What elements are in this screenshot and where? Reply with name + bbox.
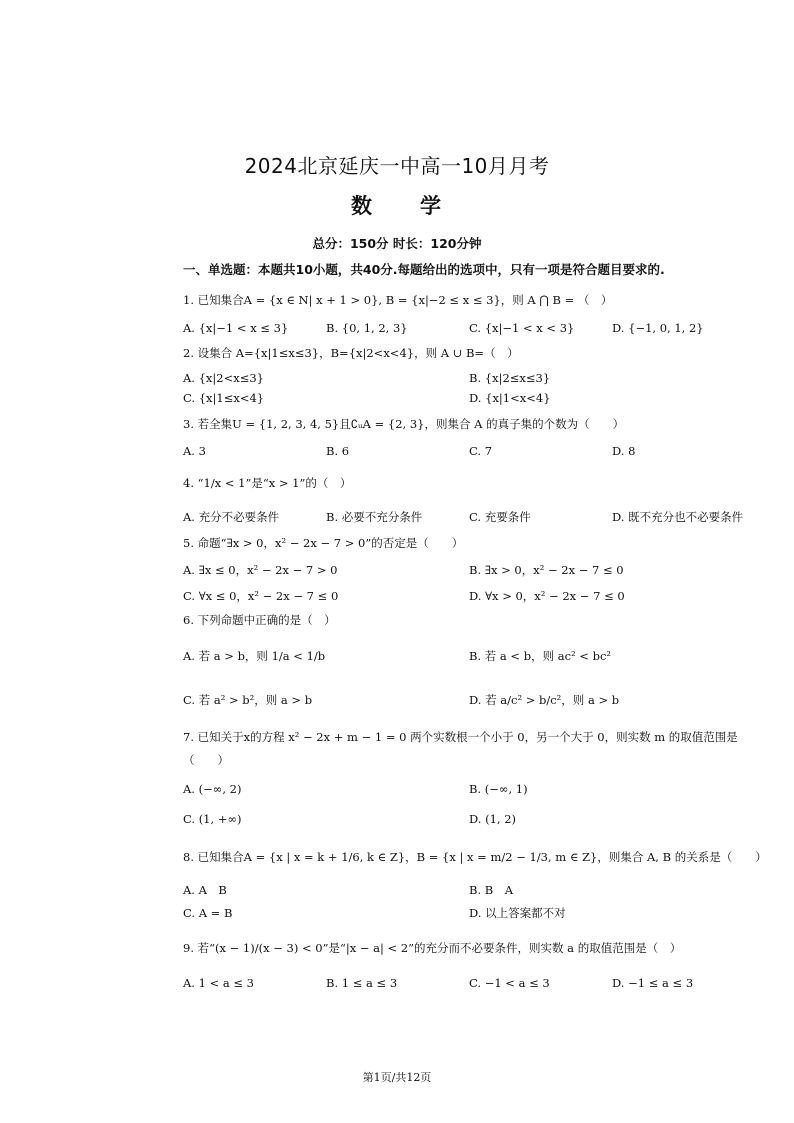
question-1-stem: 1. 已知集合A = {x ∈ N| x + 1 > 0}, B = {x|−2 ≤ x ≤ 3}，则 A ⋂ B = （ ） (183, 293, 613, 307)
question-7-option-c: C. (1, +∞) (183, 812, 242, 826)
question-3-stem: 3. 若全集U = {1, 2, 3, 4, 5}且∁ᵤA = {2, 3}，则集合 A 的真子集的个数为（ ） (183, 417, 625, 431)
question-4-option-d: D. 既不充分也不必要条件 (612, 510, 744, 524)
question-1-option-a: A. {x|−1 < x ≤ 3} (183, 321, 289, 335)
question-7-option-d: D. (1, 2) (469, 812, 517, 826)
question-8-option-b: B. B A (469, 883, 514, 897)
question-6-option-a: A. 若 a > b，则 1/a < 1/b (183, 649, 326, 663)
question-8-option-d: D. 以上答案都不对 (469, 906, 566, 920)
question-4-option-a: A. 充分不必要条件 (183, 510, 280, 524)
question-3-option-c: C. 7 (469, 444, 493, 458)
question-5-option-b: B. ∃x > 0，x² − 2x − 7 ≤ 0 (469, 563, 624, 577)
question-2-option-c: C. {x|1≤x<4} (183, 391, 265, 405)
question-6-option-d: D. 若 a/c² > b/c²，则 a > b (469, 693, 620, 707)
question-5-option-d: D. ∀x > 0，x² − 2x − 7 ≤ 0 (469, 589, 625, 603)
question-3-option-b: B. 6 (326, 444, 350, 458)
subject-title: 数 学 (351, 194, 443, 218)
question-7-option-b: B. (−∞, 1) (469, 782, 528, 796)
question-4-option-b: B. 必要不充分条件 (326, 510, 423, 524)
question-1-option-d: D. {−1, 0, 1, 2} (612, 321, 704, 335)
question-1-option-b: B. {0, 1, 2, 3} (326, 321, 408, 335)
question-9-option-a: A. 1 < a ≤ 3 (183, 976, 254, 990)
question-8-option-c: C. A = B (183, 906, 233, 920)
question-6-option-c: C. 若 a² > b²，则 a > b (183, 693, 313, 707)
question-5-option-a: A. ∃x ≤ 0，x² − 2x − 7 > 0 (183, 563, 338, 577)
question-9-option-c: C. −1 < a ≤ 3 (469, 976, 550, 990)
question-4-stem: 4. “1/x < 1”是“x > 1”的（ ） (183, 476, 352, 490)
exam-title: 2024北京延庆一中高一10月月考 (244, 154, 550, 178)
question-2-stem: 2. 设集合 A={x|1≤x≤3}，B={x|2<x<4}，则 A ∪ B=（ ） (183, 346, 519, 360)
question-9-option-b: B. 1 ≤ a ≤ 3 (326, 976, 398, 990)
question-8-option-a: A. A B (183, 883, 227, 897)
question-6-stem: 6. 下列命题中正确的是（ ） (183, 613, 336, 627)
question-6-option-b: B. 若 a < b，则 ac² < bc² (469, 649, 612, 663)
question-5-option-c: C. ∀x ≤ 0，x² − 2x − 7 ≤ 0 (183, 589, 339, 603)
question-9-option-d: D. −1 ≤ a ≤ 3 (612, 976, 694, 990)
question-4-option-c: C. 充要条件 (469, 510, 531, 524)
score-info: 总分：150分 时长：120分钟 (312, 236, 482, 251)
question-2-option-a: A. {x|2<x≤3} (183, 371, 264, 385)
page-footer: 第1页/共12页 (362, 1071, 432, 1084)
question-7-stem-continued: （ ） (183, 753, 229, 767)
question-7-option-a: A. (−∞, 2) (183, 782, 242, 796)
question-2-option-b: B. {x|2≤x≤3} (469, 371, 551, 385)
question-7-stem: 7. 已知关于x的方程 x² − 2x + m − 1 = 0 两个实数根一个小于 0，另一个大于 0，则实数 m 的取值范围是 (183, 730, 738, 744)
question-3-option-a: A. 3 (183, 444, 206, 458)
question-5-stem: 5. 命题“∃x > 0，x² − 2x − 7 > 0”的否定是（ ） (183, 536, 464, 550)
question-9-stem: 9. 若“(x − 1)/(x − 3) < 0”是“|x − a| < 2”的充分而不必要条件，则实数 a 的取值范围是（ ） (183, 941, 682, 955)
question-8-stem: 8. 已知集合A = {x | x = k + 1/6, k ∈ Z}，B = {x | x = m/2 − 1/3, m ∈ Z}，则集合 A, B 的关系是（ ） (183, 850, 767, 864)
question-1-option-c: C. {x|−1 < x < 3} (469, 321, 575, 335)
question-3-option-d: D. 8 (612, 444, 636, 458)
question-2-option-d: D. {x|1<x<4} (469, 391, 551, 405)
section-heading: 一、单选题：本题共10小题，共40分.每题给出的选项中，只有一项是符合题目要求的. (183, 262, 665, 277)
